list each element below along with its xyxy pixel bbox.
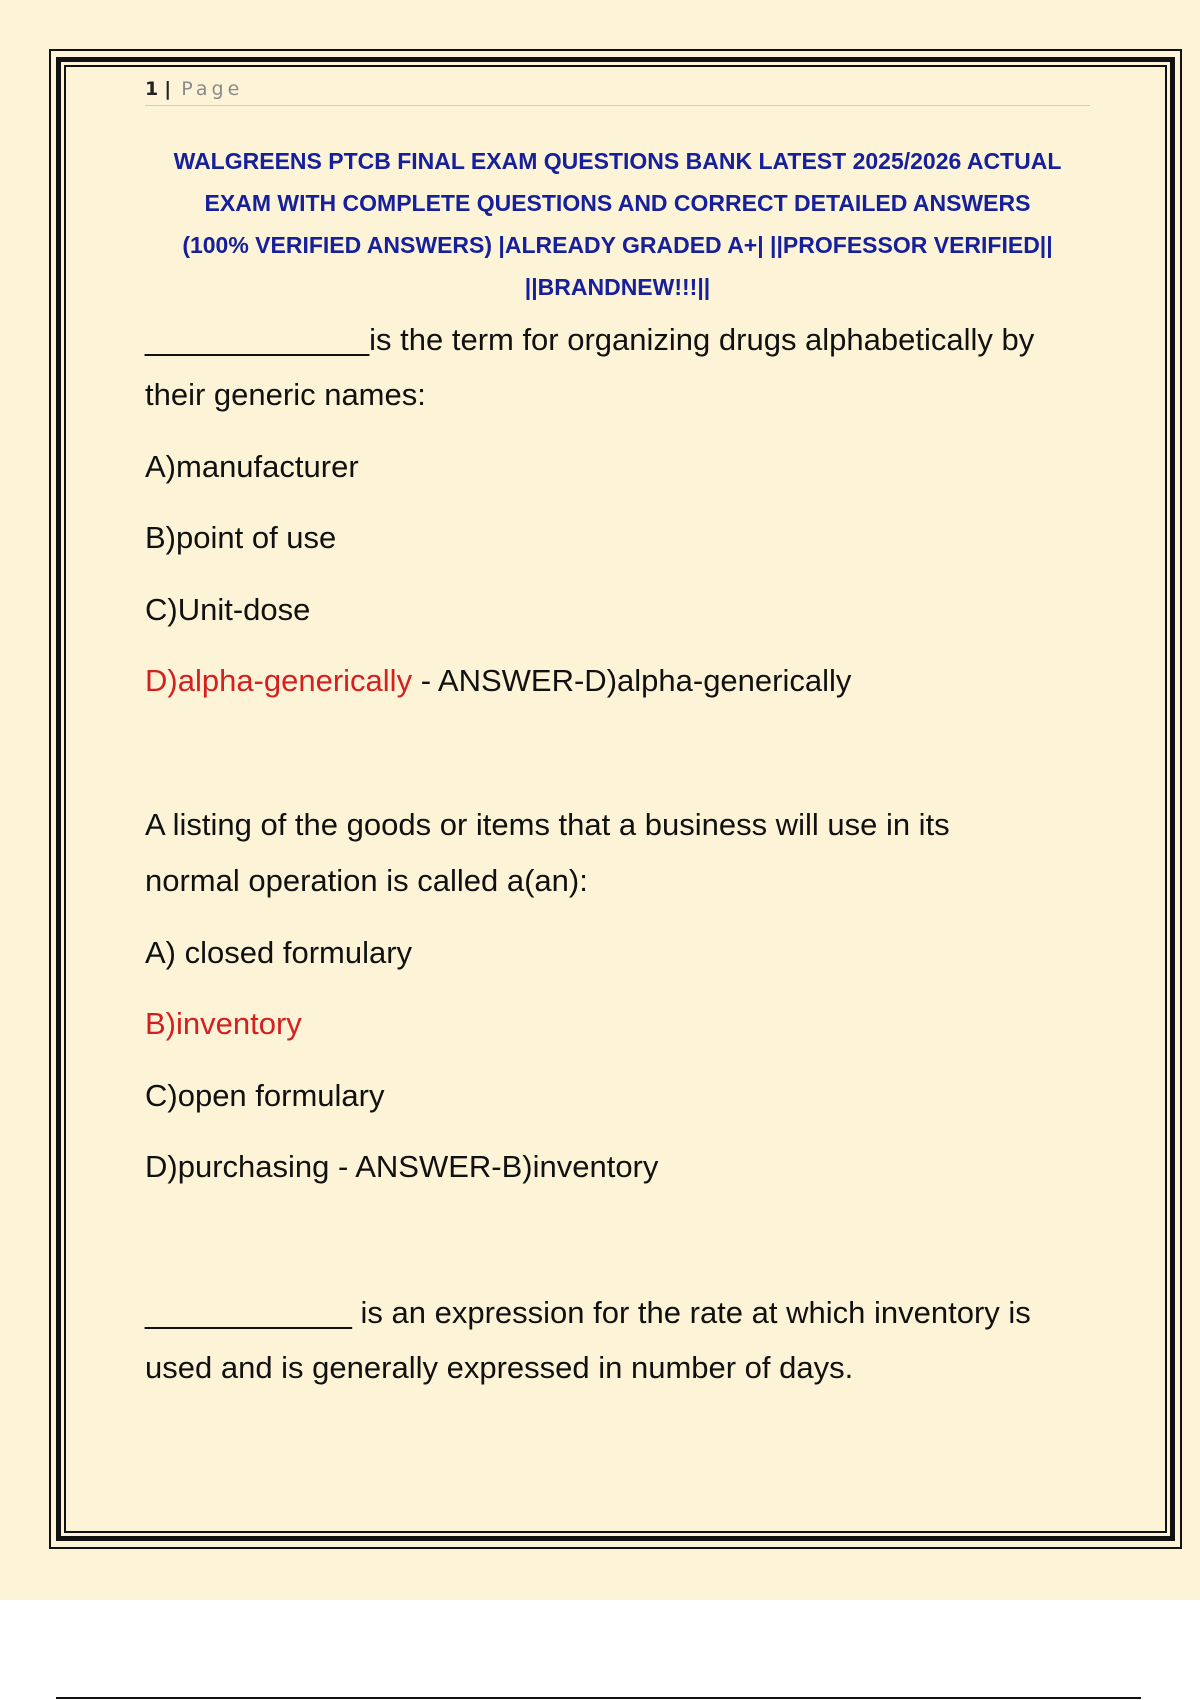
question-1-answer: - ANSWER-D)alpha-generically: [412, 663, 852, 698]
footer-divider: [56, 1697, 1141, 1699]
question-2-option-b: B)inventory: [145, 1006, 302, 1041]
title-line: (100% VERIFIED ANSWERS) |ALREADY GRADED A+| ||PROFESSOR VERIFIED||: [182, 232, 1053, 258]
page-label: Page: [181, 78, 244, 100]
title-line: ||BRANDNEW!!!||: [524, 274, 711, 300]
question-2-option-a: A) closed formulary: [145, 935, 413, 970]
question-1-option-d-line: [145, 661, 851, 701]
question-2-stem-line-2: normal operation is called a(an):: [145, 863, 588, 898]
page-header: [145, 75, 1090, 106]
title-line: EXAM WITH COMPLETE QUESTIONS AND CORRECT DETAILED ANSWERS: [204, 190, 1031, 216]
document-title: [140, 140, 1095, 308]
question-2-option-d: D)purchasing - ANSWER-B)inventory: [145, 1149, 659, 1184]
question-1-option-a: A)manufacturer: [145, 449, 359, 484]
title-line: WALGREENS PTCB FINAL EXAM QUESTIONS BANK LATEST 2025/2026 ACTUAL: [173, 148, 1062, 174]
question-1-stem-line-1: _____________is the term for organizing drugs alphabetically by: [145, 322, 1035, 357]
question-2-stem-line-1: A listing of the goods or items that a business will use in its: [145, 807, 950, 842]
question-3-stem-line-1: ____________ is an expression for the rate at which inventory is: [145, 1295, 1031, 1330]
question-1-option-c: C)Unit-dose: [145, 592, 311, 627]
question-1-option-d: D)alpha-generically: [145, 663, 413, 698]
question-3-stem-line-2: used and is generally expressed in number of days.: [145, 1350, 854, 1385]
page-number: 1: [145, 78, 159, 100]
page-separator: |: [164, 78, 172, 100]
question-2-option-c: C)open formulary: [145, 1078, 385, 1113]
question-1-stem-line-2: their generic names:: [145, 377, 426, 412]
question-1-option-b: B)point of use: [145, 520, 337, 555]
